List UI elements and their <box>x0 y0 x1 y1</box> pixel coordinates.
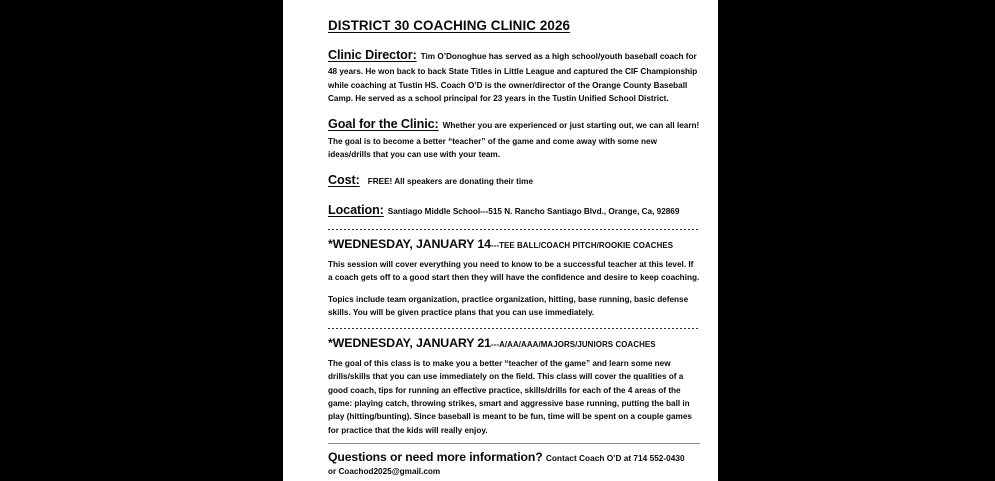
location-block <box>328 200 700 220</box>
section-divider-top <box>328 229 700 230</box>
contact-phone-text: Contact Coach O’D at 714 552-0430 <box>545 453 685 464</box>
session-1-paragraph-2: Topics include team organization, practice organization, hitting, base running, basic defense skills. You will be given practice plans that you can use immediately. <box>328 294 689 317</box>
questions-text: Questions or need more information? <box>328 450 543 465</box>
session-1-date: *WEDNESDAY, JANUARY 14 <box>328 236 491 251</box>
section-divider-middle <box>328 328 700 329</box>
goal-text: Whether you are experienced or just starting out, we can all learn! The goal is to become a better “teacher” of the game and come away with some new ideas/drills that you can use with your team. <box>328 121 700 159</box>
document-page <box>283 0 718 481</box>
section-divider-bottom <box>328 443 700 444</box>
clinic-director-text: Tim O’Donoghue has served as a high school/youth baseball coach for 48 years. He won back to back State Titles in Little League and captured the CIF Championship while coaching at Tustin HS. Coach O’D is the owner/director of the Orange County Baseball Camp. He served as a school principal for 23 years in the Tustin Unified School District. <box>328 52 698 103</box>
location-label: Location: <box>328 202 384 217</box>
cost-block <box>328 170 700 190</box>
session-2-heading <box>328 336 700 350</box>
cost-label: Cost: <box>328 173 360 188</box>
clinic-director-block <box>328 45 700 105</box>
session-1-audience: ---TEE BALL/COACH PITCH/ROOKIE COACHES <box>490 240 674 250</box>
contact-email-text: or Coachod2025@gmail.com <box>328 467 441 477</box>
clinic-director-label: Clinic Director: <box>328 48 417 62</box>
page-title: DISTRICT 30 COACHING CLINIC 2026 <box>328 18 571 33</box>
document-body <box>283 0 718 478</box>
location-text: Santiago Middle School---515 N. Rancho Santiago Blvd., Orange, Ca, 92869 <box>387 206 680 216</box>
goal-label: Goal for the Clinic: <box>328 117 439 132</box>
session-2-date: *WEDNESDAY, JANUARY 21 <box>328 336 491 351</box>
session-1-paragraph-1: This session will cover everything you need to know to be a successful teacher at this level. If a coach gets off to a good start then they will have the confidence and desire to keep coaching. <box>328 259 700 283</box>
session-2-audience: ---A/AA/AAA/MAJORS/JUNIORS COACHES <box>490 340 656 350</box>
session-1-heading <box>328 237 700 251</box>
goal-block <box>328 114 700 161</box>
questions-heading <box>328 450 700 464</box>
session-2-paragraph-1: The goal of this class is to make you a better “teacher of the game” and learn some new drills/skills that you can use immediately on the field. This class will cover the qualities of a good coach, tips for running an effective practice, skills/drills for each of the 4 areas of the game: playing catch, throwing strikes, smart and aggressive base running, putting the ball in play (hitting/bunting). Since baseball is meant to be fun, time will be spent on a couple games for practice that the kids will really enjoy. <box>328 359 692 435</box>
cost-text: FREE! All speakers are donating their time <box>367 177 533 187</box>
